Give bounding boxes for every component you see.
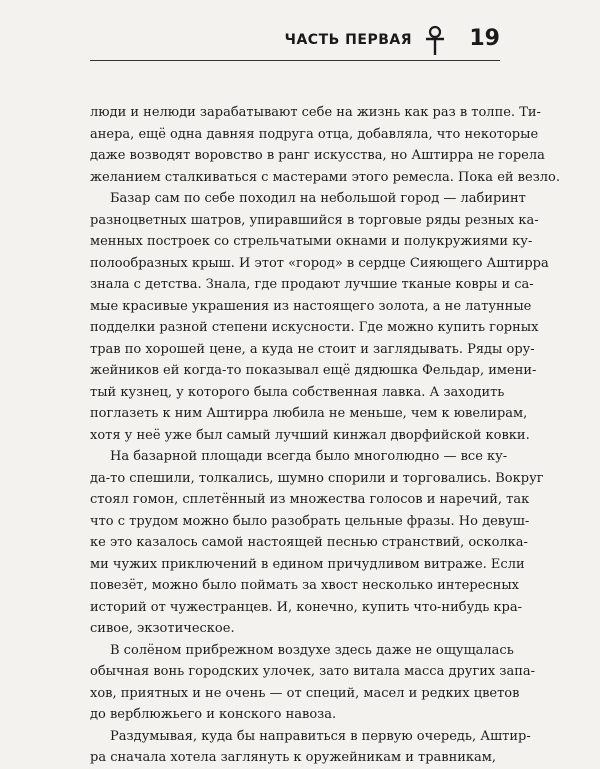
- text-line: трав по хорошей цене, а куда не стоит и заглядывать. Ряды ору-: [90, 341, 535, 357]
- text-line: разноцветных шатров, упиравшийся в торговые ряды резных ка-: [90, 212, 539, 228]
- text-line: мые красивые украшения из настоящего золота, а не латунные: [90, 298, 532, 314]
- text-line: повезёт, можно было поймать за хвост несколько интересных: [90, 578, 519, 593]
- text-line: сивое, экзотическое.: [90, 621, 235, 636]
- text-line: желанием сталкиваться с мастерами этого ремесла. Пока ей везло.: [90, 169, 560, 185]
- text-line: Раздумывая, куда бы направиться в первую очередь, Аштир-: [110, 728, 531, 744]
- text-line: историй от чужестранцев. И, конечно, купить что-нибудь кра-: [90, 599, 523, 615]
- text-line: менных построек со стрельчатыми окнами и полукружиями ку-: [90, 234, 533, 249]
- text-line: ми чужих приключений в едином причудливом витраже. Если: [90, 556, 525, 572]
- text-line: да-то спешили, толкались, шумно спорили и торговались. Вокруг: [90, 470, 544, 486]
- text-line: хотя у неё уже был самый лучший кинжал дворфийской ковки.: [90, 427, 530, 443]
- text-line: тый кузнец, у которого была собственная лавка. А заходить: [90, 384, 505, 400]
- text-line: ке это казалось самой настоящей песнью странствий, осколка-: [90, 535, 528, 550]
- text-line: На базарной площади всегда было многолюдно — все ку-: [110, 449, 508, 464]
- text-line: жейников ей когда-то показывал ещё дядюшка Фельдар, имени-: [90, 363, 537, 378]
- chapter-title: ЧАСТЬ ПЕРВАЯ: [284, 32, 412, 48]
- text-line: поглазеть к ним Аштирра любила не меньше, чем к ювелирам,: [90, 406, 528, 421]
- text-line: хов, приятных и не очень — от специй, масел и редких цветов: [90, 685, 520, 701]
- text-line: люди и нелюди зарабатывают себе на жизнь как раз в толпе. Ти-: [90, 105, 541, 120]
- ankh-icon: [424, 26, 446, 56]
- page-number: 19: [469, 26, 500, 51]
- body-text: [90, 102, 560, 769]
- text-line: стоял гомон, сплетённый из множества голосов и наречий, так: [90, 492, 530, 507]
- header-rule: [90, 60, 500, 61]
- text-line: Базар сам по себе походил на небольшой город — лабиринт: [110, 191, 526, 206]
- text-line: что с трудом можно было разобрать цельные фразы. Но девуш-: [90, 513, 530, 529]
- text-line: анера, ещё одна давняя подруга отца, добавляла, что некоторые: [90, 126, 539, 142]
- running-header: [90, 22, 500, 62]
- text-line: ра сначала хотела заглянуть к оружейникам и травникам,: [90, 750, 497, 765]
- text-line: В солёном прибрежном воздухе здесь даже не ощущалась: [110, 642, 514, 658]
- text-line: даже возводят воровство в ранг искусства, но Аштирра не горела: [90, 148, 545, 163]
- text-line: знала с детства. Знала, где продают лучшие тканые ковры и са-: [90, 277, 534, 292]
- text-line: обычная вонь городских улочек, зато витала масса других запа-: [90, 664, 536, 679]
- text-line: полообразных крыш. И этот «город» в сердце Сияющего Аштирра: [90, 255, 549, 271]
- text-line: подделки разной степени искусности. Где можно купить горных: [90, 320, 539, 335]
- text-line: до верблюжьего и конского навоза.: [90, 707, 337, 722]
